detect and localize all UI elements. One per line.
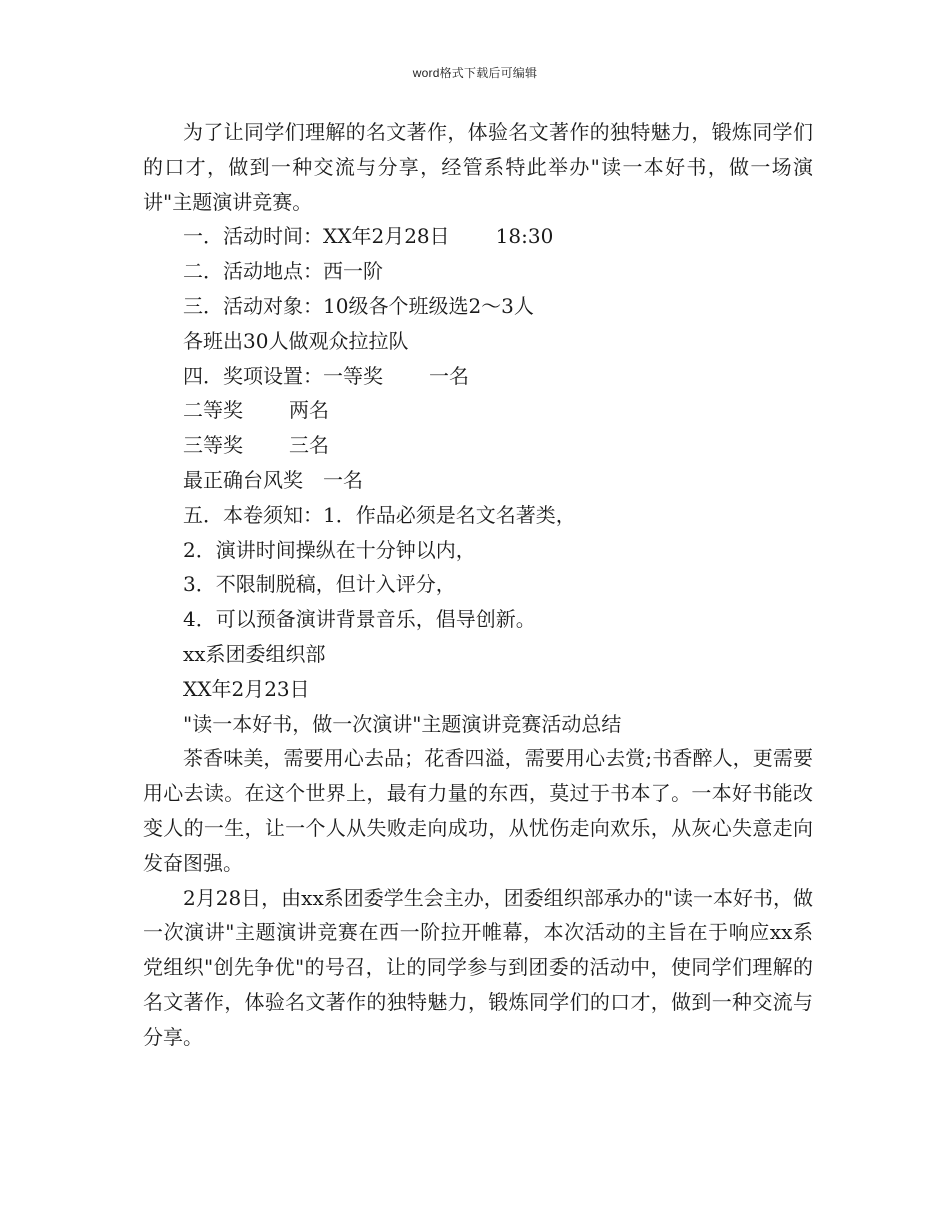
- intro-paragraph: 为了让同学们理解的名文著作，体验名文著作的独特魅力，锻炼同学们的口才，做到一种交流与分享，经管系特此举办"读一本好书，做一场演讲"主题演讲竞赛。: [143, 120, 813, 214]
- awards-first-count: 一名: [429, 363, 469, 388]
- page-header-note: word格式下载后可编辑: [412, 66, 538, 80]
- summary-paragraph-1: 茶香味美，需要用心去品；花香四溢，需要用心去赏;书香醉人，更需要用心去读。在这个世界上，最有力量的东西，莫过于书本了。一本好书能改变人的一生，让一个人从失败走向成功，从忧伤走向欢乐，从灰心失意走向发奋图强。: [143, 746, 813, 875]
- activity-target-line: 三．活动对象：10级各个班级选2～3人: [183, 293, 534, 318]
- activity-time-value: 18:30: [495, 224, 554, 249]
- activity-time-label: 一．活动时间：XX年2月28日: [183, 224, 450, 249]
- awards-third-label: 三等奖: [183, 433, 243, 458]
- awards-style-count: 一名: [323, 467, 363, 492]
- summary-paragraph-2: 2月28日，由xx系团委学生会主办，团委组织部承办的"读一本好书，做一次演讲"主题演讲竞赛在西一阶拉开帷幕，本次活动的主旨在于响应xx系党组织"创先争优"的号召，让的同学参与到团委的活动中，使同学们理解的名文著作，体验名文著作的独特魅力，锻炼同学们的口才，做到一种交流与分享。: [143, 885, 813, 1049]
- awards-second-label: 二等奖: [183, 398, 243, 423]
- date-line: XX年2月23日: [183, 676, 310, 701]
- audience-line: 各班出30人做观众拉拉队: [183, 328, 409, 353]
- activity-time-line: [143, 219, 813, 254]
- document-body: [143, 115, 813, 1055]
- organizer-line: xx系团委组织部: [183, 641, 326, 666]
- rules-line-4: 4．可以预备演讲背景音乐，倡导创新。: [183, 607, 536, 632]
- rules-line-2: 2．演讲时间操纵在十分钟以内，: [183, 537, 476, 562]
- awards-first-label: 四．奖项设置：一等奖: [183, 363, 383, 388]
- awards-style-label: 最正确台风奖: [183, 467, 303, 492]
- awards-style-line: [143, 463, 813, 498]
- rules-line-1: 五．本卷须知：1．作品必须是名文名著类，: [183, 502, 576, 527]
- awards-third-count: 三名: [289, 433, 329, 458]
- awards-second-count: 两名: [289, 398, 329, 423]
- awards-second-line: [143, 393, 813, 428]
- awards-third-line: [143, 428, 813, 463]
- activity-place-line: 二．活动地点：西一阶: [183, 259, 383, 284]
- awards-first-line: [143, 359, 813, 394]
- rules-line-3: 3．不限制脱稿，但计入评分，: [183, 572, 456, 597]
- summary-title: "读一本好书，做一次演讲"主题演讲竞赛活动总结: [183, 711, 622, 736]
